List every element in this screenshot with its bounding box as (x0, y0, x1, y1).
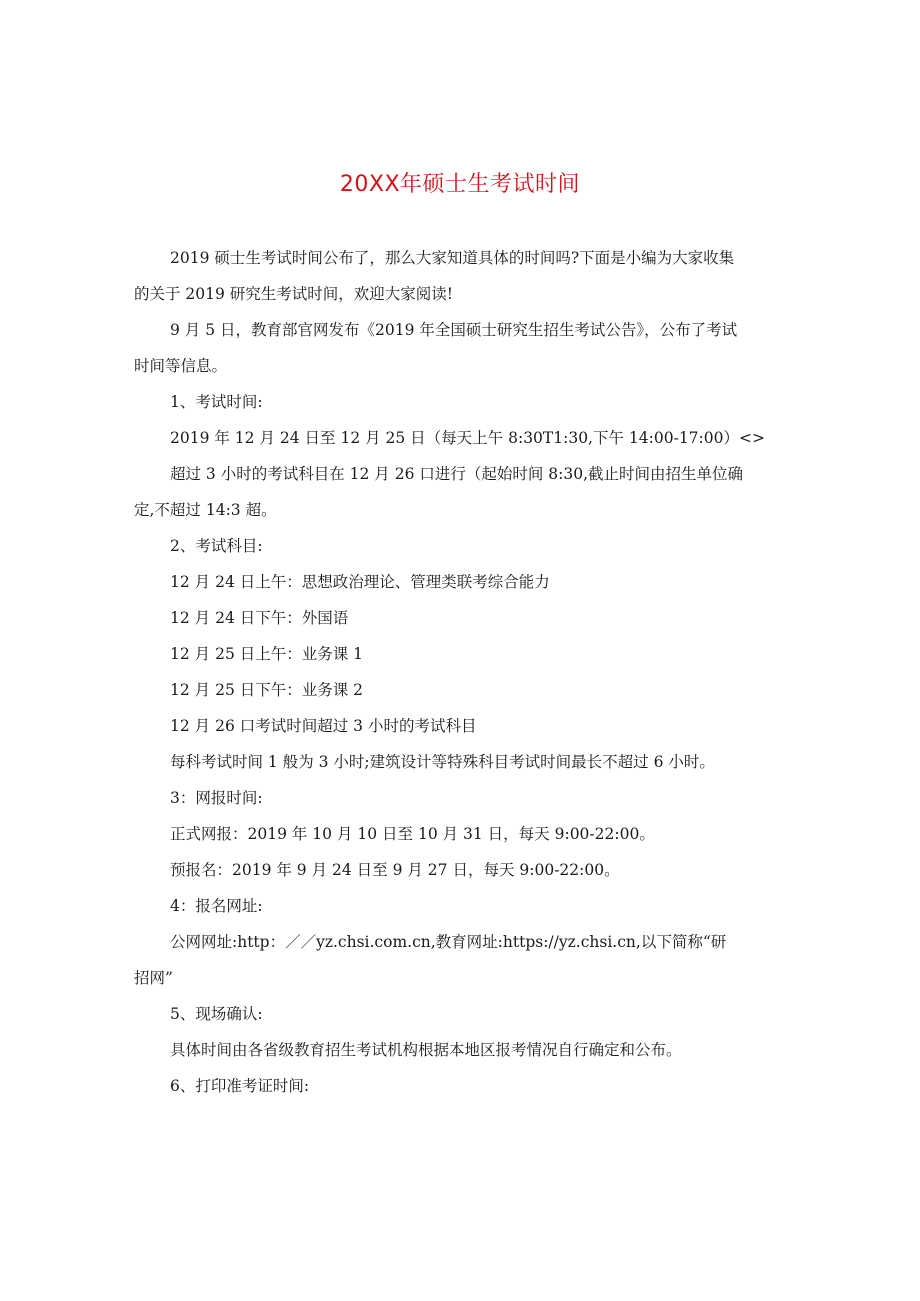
section-2-item-3: 12 月 25 日上午：业务课 1 (170, 645, 364, 663)
section-4-heading: 4：报名网址: (170, 897, 263, 915)
section-2-note: 每科考试时间 1 般为 3 小时;建筑设计等特殊科目考试时间最长不超过 6 小时。 (170, 753, 715, 771)
section-2-heading: 2、考试科目: (170, 537, 263, 555)
announce-paragraph-line-1: 9 月 5 日，教育部官网发布《2019 年全国硕士研究生招生考试公告》，公布了考试 (170, 321, 738, 339)
section-2-item-1: 12 月 24 日上午：思想政治理论、管理类联考综合能力 (170, 573, 550, 591)
document-body (134, 240, 790, 1104)
section-3-line-1: 正式网报：2019 年 10 月 10 日至 10 月 31 日，每天 9:00-22:00。 (170, 825, 655, 843)
section-3-heading: 3：网报时间: (170, 789, 263, 807)
section-2-item-2: 12 月 24 日下午：外国语 (170, 609, 349, 627)
intro-paragraph-line-2: 的关于 2019 研究生考试时间，欢迎大家阅读! (134, 285, 454, 303)
section-1-heading: 1、考试时间: (170, 393, 263, 411)
section-1-line-2a: 超过 3 小时的考试科目在 12 月 26 口进行（起始时间 8:30,截止时间由招生单位确 (170, 465, 744, 483)
document-title: 20XX年硕士生考试时间 (339, 172, 581, 197)
section-5-line-1: 具体时间由各省级教育招生考试机构根据本地区报考情况自行确定和公布。 (170, 1041, 682, 1059)
section-5-heading: 5、现场确认: (170, 1005, 263, 1023)
intro-paragraph-line-1: 2019 硕士生考试时间公布了，那么大家知道具体的时间吗?下面是小编为大家收集 (170, 249, 735, 267)
section-6-heading: 6、打印准考证时间: (170, 1077, 310, 1095)
section-3-line-2: 预报名：2019 年 9 月 24 日至 9 月 27 日，每天 9:00-22:00。 (170, 861, 620, 879)
section-1-line-2b: 定,不超过 14:3 超。 (134, 501, 277, 519)
section-4-line-2: 招网” (134, 969, 173, 987)
section-1-line-1: 2019 年 12 月 24 日至 12 月 25 日（每天上午 8:30T1:30,下午 14:00-17:00）<> (170, 429, 765, 447)
section-4-line-1: 公网网址:http：／／yz.chsi.com.cn,教育网址:https://yz.chsi.cn,以下简称“研 (170, 933, 727, 951)
section-2-item-4: 12 月 25 日下午：业务课 2 (170, 681, 364, 699)
section-2-item-5: 12 月 26 口考试时间超过 3 小时的考试科目 (170, 717, 477, 735)
announce-paragraph-line-2: 时间等信息。 (134, 357, 228, 375)
